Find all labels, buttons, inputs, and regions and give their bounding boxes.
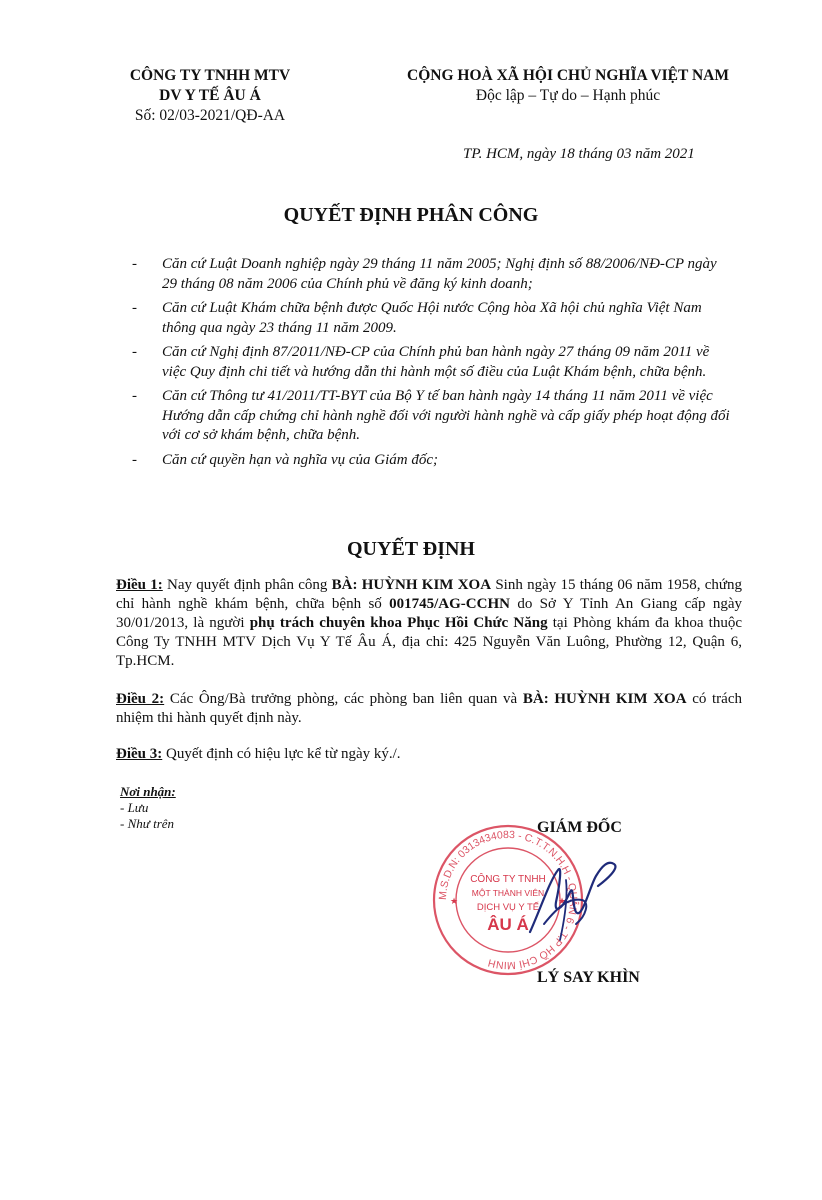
list-item: - Căn cứ Thông tư 41/2011/TT-BYT của Bộ Y tế ban hành ngày 14 tháng 11 năm 2011 về việc Hướng dẫn cấp chứng chỉ hành nghề đối với người hành nghề và cấp giấy phép hoạt động đối với cơ sở khám bệnh, chữa bệnh. — [132, 388, 730, 443]
bullet-dash: - — [132, 344, 137, 360]
list-item: - Căn cứ Nghị định 87/2011/NĐ-CP của Chính phủ ban hành ngày 27 tháng 09 năm 2011 về việc Quy định chi tiết và hướng dẫn thi hành một số điều của Luật Khám bệnh, chữa bệnh. — [132, 344, 710, 380]
article-label: Điều 1: — [116, 577, 163, 593]
bullet-dash: - — [132, 300, 137, 316]
seal-line3: DỊCH VỤ Y TẾ — [476, 902, 540, 913]
article-3: Điều 3: Quyết định có hiệu lực kể từ ngày ký./. — [116, 746, 401, 762]
document-title: QUYẾT ĐỊNH PHÂN CÔNG — [283, 204, 539, 226]
recipient-item: - Như trên — [120, 816, 175, 831]
seal-star-icon: ★ — [450, 896, 459, 906]
seal-line2: MỘT THÀNH VIÊN — [471, 888, 545, 898]
bullet-dash: - — [132, 451, 137, 468]
list-item: - Căn cứ Luật Doanh nghiệp ngày 29 tháng 11 năm 2005; Nghị định số 88/2006/NĐ-CP ngày 29 tháng 08 năm 2006 của Chính phủ về đăng ký kinh doanh; — [132, 256, 717, 292]
handwritten-signature — [510, 840, 630, 950]
national-motto: Độc lập – Tự do – Hạnh phúc — [475, 87, 661, 104]
bullet-dash: - — [132, 256, 137, 272]
list-item: - Căn cứ Luật Khám chữa bệnh được Quốc Hội nước Cộng hòa Xã hội chủ nghĩa Việt Nam thông qua ngày 23 tháng 11 năm 2009. — [132, 300, 702, 336]
article-1: Điều 1: Nay quyết định phân công BÀ: HUỲNH KIM XOA Sinh ngày 15 tháng 06 năm 1958, chứng chỉ hành nghề khám bệnh, chữa bệnh số 001745/AG-CCHN do Sở Y Tỉnh An Giang cấp ngày 30/01/2013, là người phụ trách chuyên khoa Phục Hồi Chức Năng tại Phòng khám đa khoa thuộc Công Ty TNHH MTV Dịch Vụ Y Tế Âu Á, địa chỉ: 425 Nguyễn Văn Luông, Phường 12, Quận 6, Tp.HCM. — [116, 577, 742, 669]
assignee-name: BÀ: HUỲNH KIM XOA — [331, 577, 492, 593]
recipients-heading: Nơi nhận: — [120, 784, 176, 799]
seal-line1: CÔNG TY TNHH — [470, 874, 546, 885]
recipient-item: - Lưu — [120, 800, 149, 815]
company-name-line2: DV Y TẾ ÂU Á — [159, 87, 261, 104]
article-label: Điều 2: — [116, 691, 165, 707]
company-header — [110, 66, 310, 126]
decision-heading: QUYẾT ĐỊNH — [347, 538, 475, 560]
article-2: Điều 2: Các Ông/Bà trưởng phòng, các phòng ban liên quan và BÀ: HUỲNH KIM XOA có trách nhiệm thi hành quyết định này. — [116, 691, 742, 726]
list-item: - Căn cứ quyền hạn và nghĩa vụ của Giám đốc; — [132, 451, 732, 471]
assignee-name: BÀ: HUỲNH KIM XOA — [522, 691, 687, 707]
document-number: Số: 02/03-2021/QĐ-AA — [134, 107, 286, 124]
nation-name: CỘNG HOÀ XÃ HỘI CHỦ NGHĨA VIỆT NAM — [407, 67, 729, 84]
article-label: Điều 3: — [116, 746, 163, 762]
seal-star-icon: ★ — [558, 896, 567, 906]
assigned-role: phụ trách chuyên khoa Phục Hồi Chức Năng — [249, 615, 548, 631]
company-name-line1: CÔNG TY TNHH MTV — [129, 67, 291, 84]
signatory-title: GIÁM ĐỐC — [537, 819, 622, 836]
national-header — [392, 66, 744, 106]
bullet-dash: - — [132, 388, 137, 404]
legal-basis-list — [132, 255, 732, 475]
seal-line4: ÂU Á — [487, 915, 529, 934]
dateline: TP. HCM, ngày 18 tháng 03 năm 2021 — [463, 146, 695, 162]
recipients-block — [120, 784, 176, 832]
seal-ring-text: M.S.D.N: 0313434083 - C.T.T.N.H.H - QUẬN 6 - T.P HỒ CHÍ MINH — [436, 828, 580, 972]
signatory-name: LÝ SAY KHÌN — [537, 969, 640, 986]
certificate-number: 001745/AG-CCHN — [389, 596, 510, 612]
